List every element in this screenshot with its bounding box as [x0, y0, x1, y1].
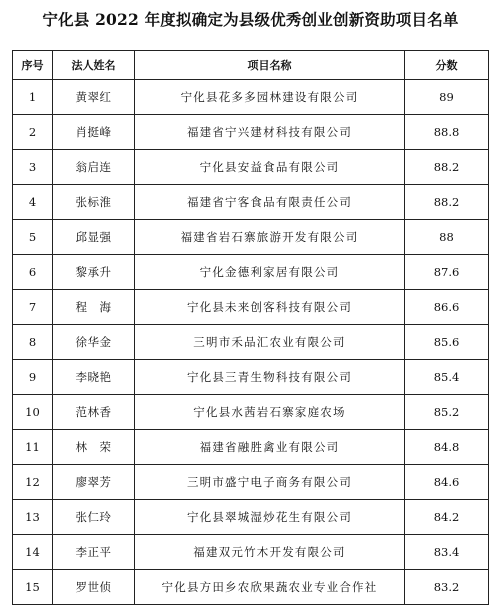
cell-legal-person-name: 罗世侦	[53, 570, 135, 605]
cell-legal-person-name: 林 荣	[53, 430, 135, 465]
cell-score: 88.2	[405, 185, 489, 220]
cell-score: 85.6	[405, 325, 489, 360]
table-header-row	[13, 51, 489, 80]
cell-legal-person-name: 范林香	[53, 395, 135, 430]
table-row	[13, 220, 489, 255]
cell-project-name: 宁化县三青生物科技有限公司	[135, 360, 405, 395]
table-row	[13, 395, 489, 430]
cell-serial-number: 3	[13, 150, 53, 185]
cell-legal-person-name: 邱显强	[53, 220, 135, 255]
cell-project-name: 三明市盛宁电子商务有限公司	[135, 465, 405, 500]
cell-legal-person-name: 张标淮	[53, 185, 135, 220]
cell-project-name: 宁化县方田乡农欣果蔬农业专业合作社	[135, 570, 405, 605]
cell-legal-person-name: 翁启连	[53, 150, 135, 185]
cell-score: 84.2	[405, 500, 489, 535]
cell-serial-number: 7	[13, 290, 53, 325]
table-row	[13, 185, 489, 220]
header-legal-person-name: 法人姓名	[53, 51, 135, 80]
table-row	[13, 290, 489, 325]
cell-score: 85.2	[405, 395, 489, 430]
cell-legal-person-name: 李正平	[53, 535, 135, 570]
cell-legal-person-name: 黄翠红	[53, 80, 135, 115]
cell-project-name: 宁化金德利家居有限公司	[135, 255, 405, 290]
cell-serial-number: 12	[13, 465, 53, 500]
cell-serial-number: 10	[13, 395, 53, 430]
table-row	[13, 255, 489, 290]
cell-score: 85.4	[405, 360, 489, 395]
cell-score: 87.6	[405, 255, 489, 290]
cell-project-name: 宁化县未来创客科技有限公司	[135, 290, 405, 325]
cell-serial-number: 11	[13, 430, 53, 465]
cell-legal-person-name: 李晓艳	[53, 360, 135, 395]
award-list-table	[12, 50, 489, 605]
cell-score: 89	[405, 80, 489, 115]
cell-serial-number: 15	[13, 570, 53, 605]
cell-score: 84.8	[405, 430, 489, 465]
cell-legal-person-name: 肖挺峰	[53, 115, 135, 150]
cell-legal-person-name: 黎承升	[53, 255, 135, 290]
cell-serial-number: 13	[13, 500, 53, 535]
header-score: 分数	[405, 51, 489, 80]
cell-serial-number: 2	[13, 115, 53, 150]
table-row	[13, 80, 489, 115]
cell-project-name: 福建省融胜禽业有限公司	[135, 430, 405, 465]
header-serial-number: 序号	[13, 51, 53, 80]
cell-score: 84.6	[405, 465, 489, 500]
cell-project-name: 宁化县水茜岩石寨家庭农场	[135, 395, 405, 430]
table-row	[13, 115, 489, 150]
table-row	[13, 325, 489, 360]
cell-serial-number: 14	[13, 535, 53, 570]
cell-score: 88.2	[405, 150, 489, 185]
cell-score: 88	[405, 220, 489, 255]
cell-score: 83.2	[405, 570, 489, 605]
cell-project-name: 福建省岩石寨旅游开发有限公司	[135, 220, 405, 255]
table-row	[13, 360, 489, 395]
cell-project-name: 福建省宁客食品有限责任公司	[135, 185, 405, 220]
cell-legal-person-name: 徐华金	[53, 325, 135, 360]
cell-score: 86.6	[405, 290, 489, 325]
cell-serial-number: 5	[13, 220, 53, 255]
table-row	[13, 465, 489, 500]
table-row	[13, 570, 489, 605]
cell-legal-person-name: 廖翠芳	[53, 465, 135, 500]
table-body	[13, 80, 489, 605]
document-title: 宁化县 2022 年度拟确定为县级优秀创业创新资助项目名单	[42, 10, 459, 29]
cell-serial-number: 1	[13, 80, 53, 115]
cell-serial-number: 8	[13, 325, 53, 360]
cell-score: 83.4	[405, 535, 489, 570]
cell-project-name: 宁化县花多多园林建设有限公司	[135, 80, 405, 115]
cell-project-name: 三明市禾品汇农业有限公司	[135, 325, 405, 360]
header-project-name: 项目名称	[135, 51, 405, 80]
cell-score: 88.8	[405, 115, 489, 150]
cell-legal-person-name: 程 海	[53, 290, 135, 325]
cell-serial-number: 9	[13, 360, 53, 395]
cell-serial-number: 4	[13, 185, 53, 220]
table-row	[13, 150, 489, 185]
table-row	[13, 535, 489, 570]
cell-project-name: 宁化县翠城湿炒花生有限公司	[135, 500, 405, 535]
cell-serial-number: 6	[13, 255, 53, 290]
cell-project-name: 福建双元竹木开发有限公司	[135, 535, 405, 570]
table-row	[13, 430, 489, 465]
cell-project-name: 福建省宁兴建材科技有限公司	[135, 115, 405, 150]
cell-project-name: 宁化县安益食品有限公司	[135, 150, 405, 185]
table-row	[13, 500, 489, 535]
cell-legal-person-name: 张仁玲	[53, 500, 135, 535]
